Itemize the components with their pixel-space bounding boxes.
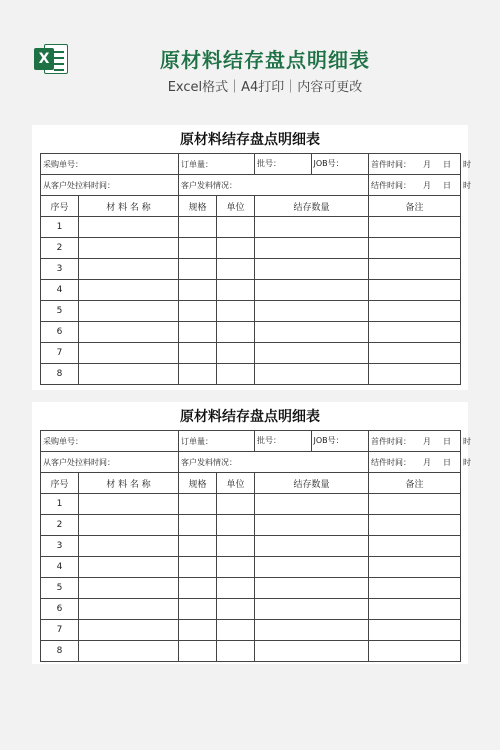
- page-title: 原材料结存盘点明细表: [160, 48, 370, 72]
- col-header-remarks: 备注: [369, 196, 461, 217]
- end-time-field[interactable]: [369, 175, 471, 196]
- remarks-cell[interactable]: [369, 536, 461, 557]
- customer-status-field[interactable]: 客户发料情况：: [179, 452, 369, 473]
- col-header-unit: 单位: [217, 473, 255, 494]
- quantity-cell[interactable]: [255, 217, 369, 238]
- batch-job-field[interactable]: [255, 154, 369, 175]
- hour-label: 时: [463, 159, 471, 169]
- remarks-cell[interactable]: [369, 641, 461, 662]
- inventory-table: [40, 430, 471, 662]
- spec-cell[interactable]: [179, 238, 217, 259]
- quantity-cell[interactable]: [255, 620, 369, 641]
- col-header-spec: 规格: [179, 473, 217, 494]
- month-label: 月: [423, 436, 431, 446]
- unit-cell[interactable]: [217, 578, 255, 599]
- month-label: 月: [423, 159, 431, 169]
- end-time-field[interactable]: [369, 452, 471, 473]
- table-row: [41, 578, 461, 599]
- material-name-cell[interactable]: [79, 238, 179, 259]
- material-name-cell[interactable]: [79, 301, 179, 322]
- remarks-cell[interactable]: [369, 620, 461, 641]
- first-time-field[interactable]: [369, 154, 471, 175]
- excel-letter-badge: X: [34, 48, 54, 70]
- quantity-cell[interactable]: [255, 578, 369, 599]
- quantity-cell[interactable]: [255, 494, 369, 515]
- spec-cell[interactable]: [179, 217, 217, 238]
- customer-status-field[interactable]: 客户发料情况：: [179, 175, 369, 196]
- table-row: [41, 536, 461, 557]
- unit-cell[interactable]: [217, 280, 255, 301]
- customer-time-field[interactable]: 从客户处拉料时间：: [41, 452, 179, 473]
- table-row: [41, 301, 461, 322]
- info-row-2: [41, 175, 461, 196]
- job-no-field[interactable]: JOB号：: [313, 159, 344, 168]
- batch-no-field[interactable]: 批号：: [255, 431, 312, 451]
- batch-job-field[interactable]: [255, 431, 369, 452]
- quantity-cell[interactable]: [255, 322, 369, 343]
- material-name-cell[interactable]: [79, 536, 179, 557]
- unit-cell[interactable]: [217, 364, 255, 385]
- row-index: 2: [41, 238, 79, 259]
- spec-cell[interactable]: [179, 578, 217, 599]
- spec-cell[interactable]: [179, 599, 217, 620]
- row-index: 5: [41, 578, 79, 599]
- material-name-cell[interactable]: [79, 259, 179, 280]
- table-row: [41, 322, 461, 343]
- row-index: 5: [41, 301, 79, 322]
- remarks-cell[interactable]: [369, 259, 461, 280]
- quantity-cell[interactable]: [255, 515, 369, 536]
- day-label: 日: [443, 180, 451, 190]
- form-preview-1: [32, 125, 471, 390]
- quantity-cell[interactable]: [255, 641, 369, 662]
- col-header-material: 材 料 名 称: [79, 196, 179, 217]
- row-index: 8: [41, 641, 79, 662]
- table-row: [41, 280, 461, 301]
- remarks-cell[interactable]: [369, 343, 461, 364]
- col-header-quantity: 结存数量: [255, 473, 369, 494]
- end-time-label: 结件时间：: [371, 180, 411, 190]
- batch-no-field[interactable]: 批号：: [255, 154, 312, 174]
- quantity-cell[interactable]: [255, 536, 369, 557]
- job-no-field[interactable]: JOB号：: [313, 436, 344, 445]
- spec-cell[interactable]: [179, 343, 217, 364]
- material-name-cell[interactable]: [79, 364, 179, 385]
- remarks-cell[interactable]: [369, 238, 461, 259]
- row-index: 7: [41, 343, 79, 364]
- unit-cell[interactable]: [217, 620, 255, 641]
- material-name-cell[interactable]: [79, 343, 179, 364]
- purchase-no-field[interactable]: 采购单号：: [41, 154, 179, 175]
- row-index: 2: [41, 515, 79, 536]
- row-index: 4: [41, 557, 79, 578]
- row-index: 3: [41, 536, 79, 557]
- row-index: 6: [41, 599, 79, 620]
- unit-cell[interactable]: [217, 322, 255, 343]
- form-title: 原材料结存盘点明细表: [180, 132, 320, 148]
- column-header-row: [41, 473, 461, 494]
- form-preview-2: [32, 402, 471, 664]
- spec-cell[interactable]: [179, 641, 217, 662]
- material-name-cell[interactable]: [79, 280, 179, 301]
- order-qty-field[interactable]: 订单量：: [179, 431, 255, 452]
- table-row: [41, 364, 461, 385]
- material-name-cell[interactable]: [79, 494, 179, 515]
- purchase-no-field[interactable]: 采购单号：: [41, 431, 179, 452]
- quantity-cell[interactable]: [255, 343, 369, 364]
- order-qty-field[interactable]: 订单量：: [179, 154, 255, 175]
- col-header-unit: 单位: [217, 196, 255, 217]
- unit-cell[interactable]: [217, 536, 255, 557]
- month-label: 月: [423, 457, 431, 467]
- page-subtitle: Excel格式｜A4打印｜内容可更改: [167, 80, 363, 95]
- remarks-cell[interactable]: [369, 557, 461, 578]
- row-index: 3: [41, 259, 79, 280]
- row-index: 7: [41, 620, 79, 641]
- quantity-cell[interactable]: [255, 280, 369, 301]
- hour-label: 时: [463, 180, 471, 190]
- remarks-cell[interactable]: [369, 217, 461, 238]
- first-time-label: 首件时间：: [371, 436, 411, 446]
- spec-cell[interactable]: [179, 301, 217, 322]
- quantity-cell[interactable]: [255, 364, 369, 385]
- material-name-cell[interactable]: [79, 515, 179, 536]
- column-header-row: [41, 196, 461, 217]
- unit-cell[interactable]: [217, 515, 255, 536]
- table-row: [41, 494, 461, 515]
- table-row: [41, 217, 461, 238]
- unit-cell[interactable]: [217, 641, 255, 662]
- spec-cell[interactable]: [179, 322, 217, 343]
- table-row: [41, 599, 461, 620]
- remarks-cell[interactable]: [369, 515, 461, 536]
- remarks-cell[interactable]: [369, 280, 461, 301]
- spec-cell[interactable]: [179, 620, 217, 641]
- unit-cell[interactable]: [217, 301, 255, 322]
- spec-cell[interactable]: [179, 259, 217, 280]
- spec-cell[interactable]: [179, 364, 217, 385]
- day-label: 日: [443, 159, 451, 169]
- spec-cell[interactable]: [179, 494, 217, 515]
- unit-cell[interactable]: [217, 557, 255, 578]
- table-row: [41, 557, 461, 578]
- quantity-cell[interactable]: [255, 238, 369, 259]
- page-header: [0, 0, 500, 110]
- row-index: 1: [41, 494, 79, 515]
- remarks-cell[interactable]: [369, 494, 461, 515]
- material-name-cell[interactable]: [79, 620, 179, 641]
- quantity-cell[interactable]: [255, 557, 369, 578]
- spec-cell[interactable]: [179, 557, 217, 578]
- quantity-cell[interactable]: [255, 599, 369, 620]
- hour-label: 时: [463, 436, 471, 446]
- col-header-index: 序号: [41, 473, 79, 494]
- hour-label: 时: [463, 457, 471, 467]
- material-name-cell[interactable]: [79, 557, 179, 578]
- material-name-cell[interactable]: [79, 599, 179, 620]
- table-row: [41, 515, 461, 536]
- table-row: [41, 343, 461, 364]
- col-header-index: 序号: [41, 196, 79, 217]
- form-title: 原材料结存盘点明细表: [180, 409, 320, 425]
- col-header-material: 材 料 名 称: [79, 473, 179, 494]
- day-label: 日: [443, 457, 451, 467]
- row-index: 4: [41, 280, 79, 301]
- first-time-field[interactable]: [369, 431, 471, 452]
- unit-cell[interactable]: [217, 238, 255, 259]
- unit-cell[interactable]: [217, 343, 255, 364]
- remarks-cell[interactable]: [369, 364, 461, 385]
- end-time-label: 结件时间：: [371, 457, 411, 467]
- table-row: [41, 620, 461, 641]
- remarks-cell[interactable]: [369, 301, 461, 322]
- unit-cell[interactable]: [217, 259, 255, 280]
- unit-cell[interactable]: [217, 494, 255, 515]
- inventory-table: [40, 153, 471, 385]
- spec-cell[interactable]: [179, 280, 217, 301]
- material-name-cell[interactable]: [79, 641, 179, 662]
- table-row: [41, 641, 461, 662]
- quantity-cell[interactable]: [255, 301, 369, 322]
- quantity-cell[interactable]: [255, 259, 369, 280]
- material-name-cell[interactable]: [79, 217, 179, 238]
- row-index: 6: [41, 322, 79, 343]
- row-index: 8: [41, 364, 79, 385]
- unit-cell[interactable]: [217, 599, 255, 620]
- first-time-label: 首件时间：: [371, 159, 411, 169]
- spec-cell[interactable]: [179, 515, 217, 536]
- remarks-cell[interactable]: [369, 599, 461, 620]
- material-name-cell[interactable]: [79, 578, 179, 599]
- col-header-remarks: 备注: [369, 473, 461, 494]
- table-row: [41, 238, 461, 259]
- remarks-cell[interactable]: [369, 578, 461, 599]
- remarks-cell[interactable]: [369, 322, 461, 343]
- info-row-2: [41, 452, 461, 473]
- row-index: 1: [41, 217, 79, 238]
- unit-cell[interactable]: [217, 217, 255, 238]
- month-label: 月: [423, 180, 431, 190]
- material-name-cell[interactable]: [79, 322, 179, 343]
- customer-time-field[interactable]: 从客户处拉料时间：: [41, 175, 179, 196]
- col-header-quantity: 结存数量: [255, 196, 369, 217]
- day-label: 日: [443, 436, 451, 446]
- table-row: [41, 259, 461, 280]
- info-row-1: [41, 431, 461, 452]
- col-header-spec: 规格: [179, 196, 217, 217]
- info-row-1: [41, 154, 461, 175]
- spec-cell[interactable]: [179, 536, 217, 557]
